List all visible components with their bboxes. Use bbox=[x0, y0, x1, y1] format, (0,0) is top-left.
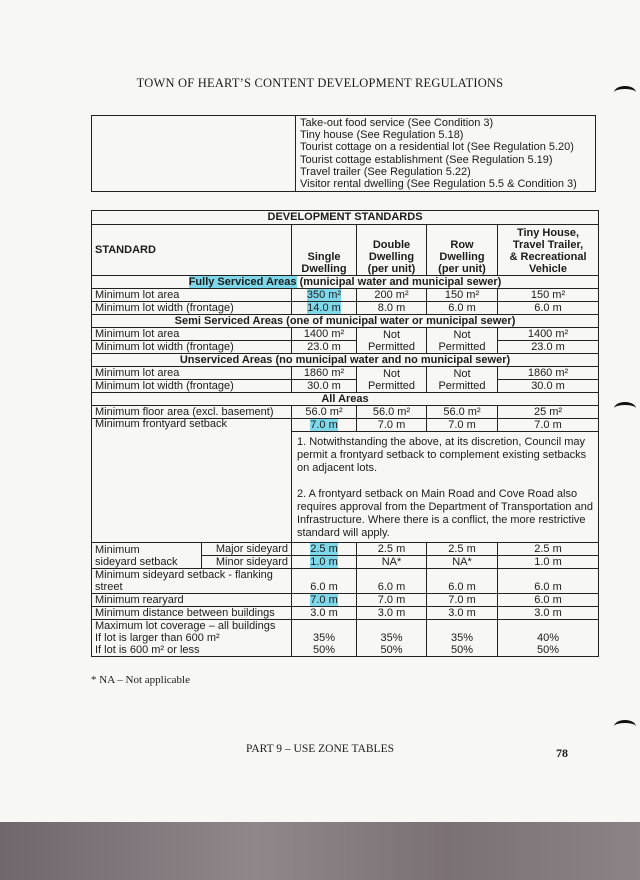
section-unserviced: Unserviced Areas (no municipal water and no municipal sewer) bbox=[92, 354, 599, 367]
cell-double: Not Permitted bbox=[357, 367, 427, 393]
cell-single: 1.0 m bbox=[292, 556, 357, 569]
row-label: Minimum lot width (frontage) bbox=[92, 341, 292, 354]
empty-cell bbox=[92, 116, 296, 192]
use-item: Tourist cottage on a residential lot (See Regulation 5.20) bbox=[300, 141, 574, 154]
uses-list bbox=[296, 116, 596, 192]
table-title: DEVELOPMENT STANDARDS bbox=[92, 211, 599, 225]
use-item: Travel trailer (See Regulation 5.22) bbox=[300, 165, 471, 178]
use-item: Tourist cottage establishment (See Regulation 5.19) bbox=[300, 153, 553, 166]
cell-single: 2.5 m bbox=[292, 543, 357, 556]
table-row bbox=[92, 543, 599, 556]
cell-double: 7.0 m bbox=[357, 419, 427, 432]
table-row bbox=[92, 406, 599, 419]
cell-single: 7.0 m bbox=[292, 419, 357, 432]
cell-tiny: 1.0 m bbox=[498, 556, 599, 569]
cell-double: 35% 50% bbox=[357, 620, 427, 657]
cell-tiny: 40% 50% bbox=[498, 620, 599, 657]
cell-tiny: 6.0 m bbox=[498, 302, 599, 315]
cell-double: 7.0 m bbox=[357, 594, 427, 607]
row-label: Minimum lot area bbox=[92, 289, 292, 302]
column-header-standard: STANDARD bbox=[92, 225, 292, 276]
table-row bbox=[92, 594, 599, 607]
cell-single: 350 m² bbox=[292, 289, 357, 302]
cell-row: 6.0 m bbox=[427, 302, 498, 315]
cell-double: 56.0 m² bbox=[357, 406, 427, 419]
cell-double: NA* bbox=[357, 556, 427, 569]
cell-row: NA* bbox=[427, 556, 498, 569]
cell-row: Not Permitted bbox=[427, 367, 498, 393]
row-label: Minimum sideyard setback - flanking street bbox=[92, 569, 292, 594]
section-fully-serviced: Fully Serviced Areas (municipal water and municipal sewer) bbox=[92, 276, 599, 289]
column-header-tiny: Tiny House, Travel Trailer, & Recreational Vehicle bbox=[498, 225, 599, 276]
cell-double: 200 m² bbox=[357, 289, 427, 302]
use-item: Tiny house (See Regulation 5.18) bbox=[300, 129, 464, 142]
cell-single: 7.0 m bbox=[292, 594, 357, 607]
table-row bbox=[92, 620, 599, 657]
section-all-areas: All Areas bbox=[92, 393, 599, 406]
cell-row: 150 m² bbox=[427, 289, 498, 302]
cell-tiny: 23.0 m bbox=[498, 341, 599, 354]
cell-row: 35% 50% bbox=[427, 620, 498, 657]
cell-single: 30.0 m bbox=[292, 380, 357, 393]
note-1: 1. Notwithstanding the above, at its discretion, Council may permit a frontyard setback to complement existing setbacks on adjacent lots. bbox=[297, 436, 587, 474]
cell-tiny: 2.5 m bbox=[498, 543, 599, 556]
footnote: * NA – Not applicable bbox=[91, 674, 190, 686]
cell-tiny: 7.0 m bbox=[498, 419, 599, 432]
table-row bbox=[92, 289, 599, 302]
section-semi-serviced: Semi Serviced Areas (one of municipal water or municipal sewer) bbox=[92, 315, 599, 328]
cell-tiny: 1400 m² bbox=[498, 328, 599, 341]
cell-single: 56.0 m² bbox=[292, 406, 357, 419]
frontyard-notes bbox=[292, 432, 599, 543]
cell-single: 6.0 m bbox=[292, 569, 357, 594]
cell-row: 6.0 m bbox=[427, 569, 498, 594]
page-footer: PART 9 – USE ZONE TABLES bbox=[245, 743, 395, 755]
cell-tiny: 1860 m² bbox=[498, 367, 599, 380]
page-number: 78 bbox=[556, 746, 568, 760]
cell-tiny: 6.0 m bbox=[498, 594, 599, 607]
development-standards-table bbox=[91, 210, 599, 657]
scan-mark bbox=[614, 720, 636, 733]
cell-double: Not Permitted bbox=[357, 328, 427, 354]
page-header: TOWN OF HEART’S CONTENT DEVELOPMENT REGULATIONS bbox=[136, 76, 504, 90]
note-2: 2. A frontyard setback on Main Road and Cove Road also requires approval from the Department of Transportation and Infrastructure. Where there is a conflict, the more restrictive standard will apply. bbox=[297, 488, 593, 539]
scan-mark bbox=[614, 86, 636, 99]
cell-single: 35% 50% bbox=[292, 620, 357, 657]
cell-row: 7.0 m bbox=[427, 594, 498, 607]
cell-double: 3.0 m bbox=[357, 607, 427, 620]
use-item: Visitor rental dwelling (See Regulation 5.5 & Condition 3) bbox=[300, 178, 577, 191]
row-label: Minimum lot area bbox=[92, 328, 292, 341]
cell-single: 14.0 m bbox=[292, 302, 357, 315]
cell-row: Not Permitted bbox=[427, 328, 498, 354]
cell-double: 8.0 m bbox=[357, 302, 427, 315]
table-row bbox=[92, 367, 599, 380]
row-label: Minimum floor area (excl. basement) bbox=[92, 406, 292, 419]
cell-single: 1400 m² bbox=[292, 328, 357, 341]
table-row bbox=[92, 302, 599, 315]
permitted-uses-table bbox=[91, 115, 596, 192]
cell-single: 3.0 m bbox=[292, 607, 357, 620]
table-row bbox=[92, 607, 599, 620]
cell-double: 6.0 m bbox=[357, 569, 427, 594]
column-header-row: Row Dwelling (per unit) bbox=[427, 225, 498, 276]
sub-label: Minor sideyard bbox=[202, 556, 292, 569]
row-label: Maximum lot coverage – all buildings If lot is larger than 600 m² If lot is 600 m² or less bbox=[92, 620, 292, 657]
table-row bbox=[92, 328, 599, 341]
row-label: Minimum distance between buildings bbox=[92, 607, 292, 620]
row-label: Minimum lot width (frontage) bbox=[92, 380, 292, 393]
row-label: Minimum lot width (frontage) bbox=[92, 302, 292, 315]
scan-mark bbox=[614, 402, 636, 415]
table-row bbox=[92, 341, 599, 354]
table-row bbox=[92, 569, 599, 594]
cell-row: 56.0 m² bbox=[427, 406, 498, 419]
row-label: Minimum rearyard bbox=[92, 594, 292, 607]
cell-row: 7.0 m bbox=[427, 419, 498, 432]
cell-tiny: 3.0 m bbox=[498, 607, 599, 620]
column-header-double: Double Dwelling (per unit) bbox=[357, 225, 427, 276]
sub-label: Major sideyard bbox=[202, 543, 292, 556]
table-row bbox=[92, 380, 599, 393]
cell-row: 2.5 m bbox=[427, 543, 498, 556]
cell-tiny: 30.0 m bbox=[498, 380, 599, 393]
cell-tiny: 150 m² bbox=[498, 289, 599, 302]
use-item: Take-out food service (See Condition 3) bbox=[300, 117, 494, 129]
cell-single: 1860 m² bbox=[292, 367, 357, 380]
cell-tiny: 25 m² bbox=[498, 406, 599, 419]
cell-row: 3.0 m bbox=[427, 607, 498, 620]
cell-tiny: 6.0 m bbox=[498, 569, 599, 594]
cell-double: 2.5 m bbox=[357, 543, 427, 556]
row-label: Minimum frontyard setback bbox=[92, 419, 292, 543]
cell-single: 23.0 m bbox=[292, 341, 357, 354]
scanner-background bbox=[0, 822, 640, 880]
column-header-single: Single Dwelling bbox=[292, 225, 357, 276]
row-label: Minimum sideyard setback bbox=[92, 543, 202, 569]
row-label: Minimum lot area bbox=[92, 367, 292, 380]
table-row bbox=[92, 419, 599, 432]
